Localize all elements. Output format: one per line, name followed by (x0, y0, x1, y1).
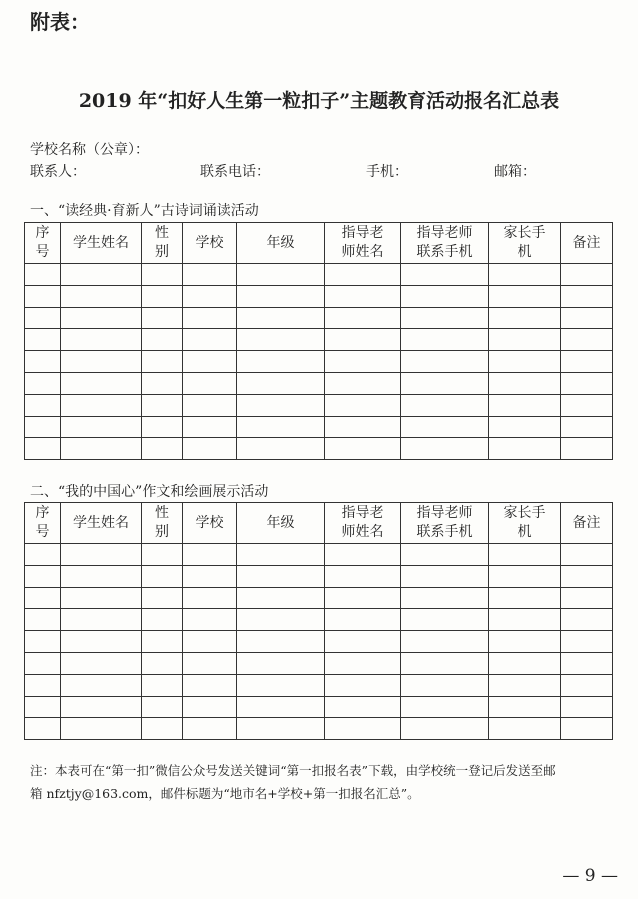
table-header-row (25, 223, 613, 264)
table-cell[interactable] (25, 394, 61, 416)
table-cell[interactable] (325, 329, 401, 351)
table-cell[interactable] (561, 372, 613, 394)
table-cell[interactable] (325, 264, 401, 286)
table-cell[interactable] (325, 674, 401, 696)
table-cell[interactable] (237, 438, 325, 460)
table-cell[interactable] (183, 285, 237, 307)
section-2-heading: 二、“我的中国心”作文和绘画展示活动 (30, 484, 269, 500)
note-line-2: 箱 nfztjy@163.com，邮件标题为“地市名+学校+第一扣报名汇总”。 (30, 786, 420, 801)
table-cell[interactable] (25, 307, 61, 329)
table-cell[interactable] (25, 696, 61, 718)
table-cell[interactable] (25, 652, 61, 674)
column-header-text: 联系手机 (416, 524, 473, 540)
table-cell[interactable] (142, 438, 183, 460)
table-cell[interactable] (183, 351, 237, 373)
table-row (25, 307, 613, 329)
table-cell[interactable] (61, 652, 142, 674)
table-cell[interactable] (401, 351, 489, 373)
table-cell[interactable] (25, 565, 61, 587)
table-cell[interactable] (489, 416, 561, 438)
table-cell[interactable] (25, 372, 61, 394)
table-cell[interactable] (25, 587, 61, 609)
table-cell[interactable] (61, 565, 142, 587)
column-header-text: 年级 (266, 234, 295, 251)
table-cell[interactable] (401, 416, 489, 438)
column-header (25, 503, 61, 544)
table-cell[interactable] (25, 264, 61, 286)
table-cell[interactable] (142, 609, 183, 631)
column-header-text: 号 (35, 524, 50, 540)
column-header-text: 性 (155, 505, 169, 521)
table-cell[interactable] (489, 285, 561, 307)
table-cell[interactable] (142, 718, 183, 740)
table-cell[interactable] (561, 609, 613, 631)
table-cell[interactable] (183, 565, 237, 587)
column-header-text: 学生姓名 (73, 514, 129, 531)
table-cell[interactable] (61, 351, 142, 373)
table-cell[interactable] (183, 264, 237, 286)
table-row (25, 565, 613, 587)
table-cell[interactable] (25, 631, 61, 653)
table-cell[interactable] (142, 285, 183, 307)
table-cell[interactable] (25, 718, 61, 740)
contact-label: 联系人： (30, 164, 86, 180)
table-cell[interactable] (325, 394, 401, 416)
column-header-text: 序 (35, 505, 50, 521)
table-row (25, 351, 613, 373)
table-cell[interactable] (61, 394, 142, 416)
column-header-text: 别 (155, 524, 169, 540)
column-header-text: 学校 (195, 234, 224, 251)
table-cell[interactable] (142, 307, 183, 329)
table-cell[interactable] (489, 631, 561, 653)
table-cell[interactable] (183, 652, 237, 674)
registration-table-1 (24, 222, 613, 460)
table-cell[interactable] (142, 631, 183, 653)
column-header (325, 223, 401, 264)
table-cell[interactable] (142, 674, 183, 696)
table-cell[interactable] (401, 652, 489, 674)
table-cell[interactable] (325, 652, 401, 674)
table-cell[interactable] (561, 285, 613, 307)
table-cell[interactable] (489, 329, 561, 351)
table-cell[interactable] (237, 285, 325, 307)
table-cell[interactable] (142, 652, 183, 674)
mobile-label: 手机： (366, 164, 408, 180)
table-row (25, 631, 613, 653)
table-cell[interactable] (142, 329, 183, 351)
table-row (25, 394, 613, 416)
table-cell[interactable] (61, 416, 142, 438)
table-cell[interactable] (183, 696, 237, 718)
column-header (401, 503, 489, 544)
table-cell[interactable] (489, 351, 561, 373)
table-cell[interactable] (489, 307, 561, 329)
column-header (237, 223, 325, 264)
table-cell[interactable] (237, 372, 325, 394)
table-cell[interactable] (325, 544, 401, 566)
table-cell[interactable] (325, 372, 401, 394)
table-cell[interactable] (561, 544, 613, 566)
table-cell[interactable] (237, 351, 325, 373)
column-header-text: 机 (517, 524, 532, 540)
table-row (25, 329, 613, 351)
table-cell[interactable] (401, 264, 489, 286)
table-cell[interactable] (401, 587, 489, 609)
table-cell[interactable] (25, 544, 61, 566)
table-cell[interactable] (61, 609, 142, 631)
table-cell[interactable] (142, 696, 183, 718)
table-cell[interactable] (25, 674, 61, 696)
table-row (25, 674, 613, 696)
table-cell[interactable] (183, 609, 237, 631)
phone-label: 联系电话： (200, 164, 270, 180)
table-cell[interactable] (25, 329, 61, 351)
table-cell[interactable] (183, 544, 237, 566)
table-cell[interactable] (489, 264, 561, 286)
column-header-text: 指导老师姓名 (341, 225, 384, 260)
table-cell[interactable] (142, 565, 183, 587)
table-cell[interactable] (25, 351, 61, 373)
column-header (237, 503, 325, 544)
column-header (183, 223, 237, 264)
column-header (561, 503, 613, 544)
table-cell[interactable] (489, 609, 561, 631)
table-row (25, 609, 613, 631)
table-cell[interactable] (325, 587, 401, 609)
column-header (142, 503, 183, 544)
column-header (489, 223, 561, 264)
table-row (25, 544, 613, 566)
table-cell[interactable] (61, 696, 142, 718)
table-cell[interactable] (401, 394, 489, 416)
table-cell[interactable] (561, 416, 613, 438)
table-cell[interactable] (401, 631, 489, 653)
table-cell[interactable] (561, 329, 613, 351)
table-cell[interactable] (401, 565, 489, 587)
table-cell[interactable] (61, 285, 142, 307)
table-cell[interactable] (489, 565, 561, 587)
table-cell[interactable] (237, 264, 325, 286)
column-header-text: 家长手 (503, 505, 546, 521)
table-cell[interactable] (561, 652, 613, 674)
table-cell[interactable] (237, 394, 325, 416)
table-cell[interactable] (183, 416, 237, 438)
column-header (142, 223, 183, 264)
table-cell[interactable] (142, 351, 183, 373)
table-cell[interactable] (25, 609, 61, 631)
table-header-row (25, 503, 613, 544)
table-cell[interactable] (61, 372, 142, 394)
table-cell[interactable] (561, 351, 613, 373)
table-cell[interactable] (325, 609, 401, 631)
table-cell[interactable] (561, 631, 613, 653)
column-header (489, 503, 561, 544)
table-row (25, 696, 613, 718)
column-header (183, 503, 237, 544)
table-cell[interactable] (561, 264, 613, 286)
column-header-text: 备注 (572, 234, 601, 251)
table-cell[interactable] (237, 587, 325, 609)
table-cell[interactable] (489, 372, 561, 394)
table-row (25, 285, 613, 307)
page-title: 2019 年“扣好人生第一粒扣子”主题教育活动报名汇总表 (78, 90, 560, 112)
column-header-text: 序号 (35, 225, 50, 260)
table-cell[interactable] (142, 394, 183, 416)
table-cell[interactable] (325, 718, 401, 740)
table-cell[interactable] (489, 696, 561, 718)
table-cell[interactable] (561, 696, 613, 718)
column-header (25, 223, 61, 264)
table-cell[interactable] (237, 329, 325, 351)
table-row (25, 264, 613, 286)
table-cell[interactable] (401, 372, 489, 394)
table-cell[interactable] (401, 718, 489, 740)
table-cell[interactable] (237, 416, 325, 438)
table-cell[interactable] (401, 307, 489, 329)
table-cell[interactable] (489, 544, 561, 566)
column-header-text: 学生姓名 (73, 234, 129, 251)
table-cell[interactable] (237, 631, 325, 653)
column-header (325, 503, 401, 544)
table-row (25, 718, 613, 740)
table-cell[interactable] (183, 674, 237, 696)
email-label: 邮箱： (494, 164, 536, 180)
table-cell[interactable] (561, 307, 613, 329)
table-cell[interactable] (237, 652, 325, 674)
table-cell[interactable] (183, 372, 237, 394)
table-cell[interactable] (183, 631, 237, 653)
table-cell[interactable] (489, 674, 561, 696)
table-cell[interactable] (489, 438, 561, 460)
column-header-text: 指导老师 (416, 505, 473, 521)
note-line-1: 注：本表可在“第一扣”微信公众号发送关键词“第一扣报名表”下载，由学校统一登记后发送至邮 (30, 763, 556, 778)
table-cell[interactable] (561, 438, 613, 460)
table-cell[interactable] (61, 264, 142, 286)
column-header-text: 性别 (155, 225, 169, 260)
school-name-label: 学校名称（公章）： (30, 142, 149, 158)
registration-table-2 (24, 502, 613, 740)
table-cell[interactable] (237, 696, 325, 718)
table-cell[interactable] (401, 696, 489, 718)
table-cell[interactable] (142, 587, 183, 609)
table-cell[interactable] (237, 609, 325, 631)
table-cell[interactable] (401, 329, 489, 351)
table-cell[interactable] (325, 307, 401, 329)
column-header-text: 师姓名 (341, 524, 384, 540)
table-cell[interactable] (561, 674, 613, 696)
table-cell[interactable] (401, 438, 489, 460)
table-cell[interactable] (183, 718, 237, 740)
table-row (25, 652, 613, 674)
table-cell[interactable] (61, 718, 142, 740)
column-header-text: 备注 (572, 514, 601, 531)
column-header-text: 年级 (266, 514, 295, 531)
column-header (561, 223, 613, 264)
column-header-text: 指导老 (341, 505, 384, 521)
column-header-text: 家长手机 (503, 225, 546, 260)
table-cell[interactable] (561, 394, 613, 416)
section-1-heading: 一、“读经典·育新人”古诗词诵读活动 (30, 203, 259, 219)
table-cell[interactable] (561, 718, 613, 740)
table-cell[interactable] (25, 416, 61, 438)
table-cell[interactable] (142, 372, 183, 394)
column-header (61, 223, 142, 264)
table-cell[interactable] (61, 544, 142, 566)
table-cell[interactable] (61, 307, 142, 329)
table-cell[interactable] (325, 631, 401, 653)
table-row (25, 438, 613, 460)
table-cell[interactable] (237, 544, 325, 566)
table-cell[interactable] (237, 718, 325, 740)
table-cell[interactable] (183, 587, 237, 609)
column-header (61, 503, 142, 544)
table-cell[interactable] (61, 438, 142, 460)
table-cell[interactable] (142, 544, 183, 566)
table-cell[interactable] (142, 416, 183, 438)
table-cell[interactable] (237, 674, 325, 696)
table-cell[interactable] (25, 438, 61, 460)
table-cell[interactable] (183, 329, 237, 351)
table-cell[interactable] (325, 696, 401, 718)
table-cell[interactable] (237, 565, 325, 587)
table-cell[interactable] (61, 587, 142, 609)
column-header (401, 223, 489, 264)
column-header-text: 指导老师联系手机 (416, 225, 473, 260)
table-cell[interactable] (61, 674, 142, 696)
table-cell[interactable] (489, 652, 561, 674)
table-cell[interactable] (61, 631, 142, 653)
table-cell[interactable] (401, 674, 489, 696)
table-cell[interactable] (401, 544, 489, 566)
column-header-text: 学校 (195, 514, 224, 531)
table-cell[interactable] (325, 285, 401, 307)
table-row (25, 372, 613, 394)
table-cell[interactable] (401, 609, 489, 631)
table-cell[interactable] (237, 307, 325, 329)
table-cell[interactable] (25, 285, 61, 307)
table-cell[interactable] (561, 565, 613, 587)
table-cell[interactable] (325, 438, 401, 460)
table-cell[interactable] (401, 285, 489, 307)
table-cell[interactable] (183, 438, 237, 460)
table-cell[interactable] (183, 307, 237, 329)
table-cell[interactable] (489, 718, 561, 740)
table-cell[interactable] (561, 587, 613, 609)
table-cell[interactable] (183, 394, 237, 416)
page-number: — 9 — (562, 866, 618, 886)
table-cell[interactable] (325, 351, 401, 373)
table-cell[interactable] (489, 394, 561, 416)
table-cell[interactable] (325, 565, 401, 587)
attachment-label: 附表： (30, 10, 90, 34)
table-row (25, 416, 613, 438)
table-cell[interactable] (61, 329, 142, 351)
table-cell[interactable] (325, 416, 401, 438)
table-row (25, 587, 613, 609)
table-cell[interactable] (142, 264, 183, 286)
table-cell[interactable] (489, 587, 561, 609)
